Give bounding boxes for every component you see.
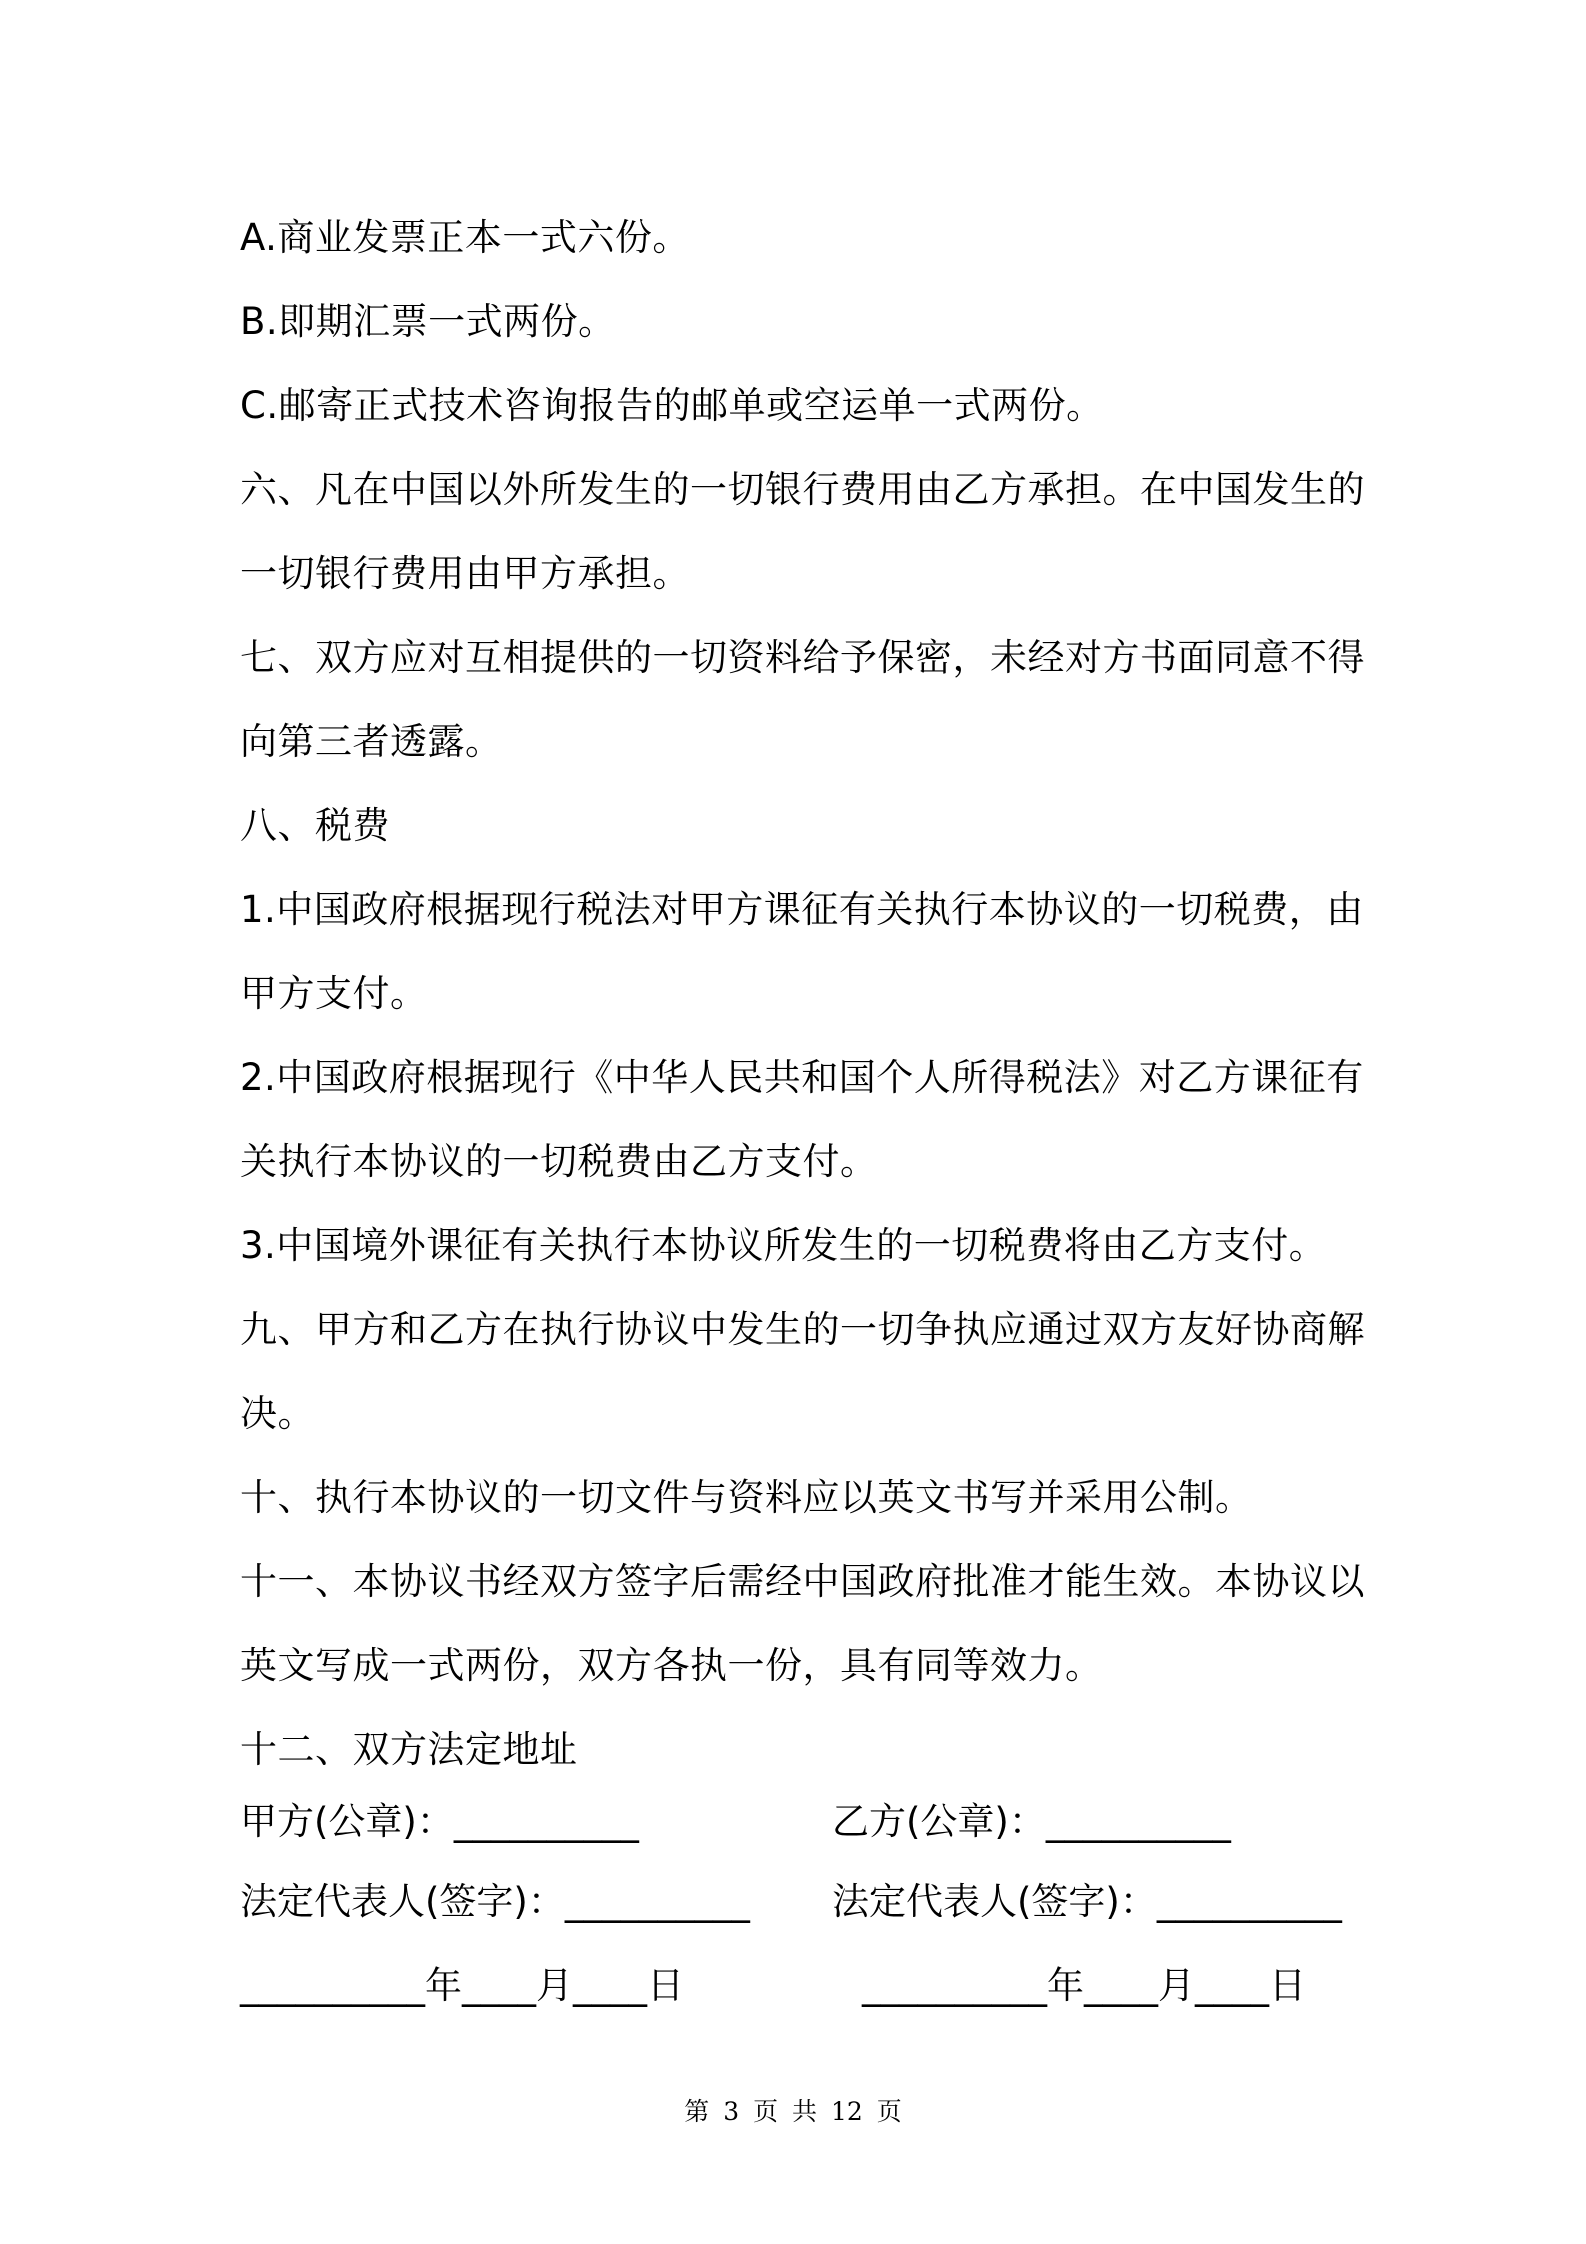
text-line-7: 向第三者透露。 — [240, 720, 503, 763]
party-b-seal-field: 乙方(公章)：__________ — [832, 1800, 1231, 1843]
document-body — [240, 196, 1365, 1792]
text-line-10: 甲方支付。 — [240, 972, 428, 1015]
text-line-1: A.商业发票正本一式六份。 — [240, 216, 690, 259]
signature-row-seal — [240, 1782, 1370, 1862]
text-line-13: 3.中国境外课征有关执行本协议所发生的一切税费将由乙方支付。 — [240, 1224, 1327, 1267]
party-a-date-field: __________年____月____日 — [240, 1964, 684, 2007]
text-line-18: 英文写成一式两份，双方各执一份，具有同等效力。 — [240, 1644, 1103, 1687]
text-line-14: 九、甲方和乙方在执行协议中发生的一切争执应通过双方友好协商解 — [240, 1308, 1365, 1351]
text-line-2: B.即期汇票一式两份。 — [240, 300, 616, 343]
party-a-representative-field: 法定代表人(签字)：__________ — [240, 1880, 750, 1923]
signature-row-date — [240, 1946, 1370, 2026]
signature-row-representative — [240, 1862, 1370, 1942]
party-b-date-field: __________年____月____日 — [862, 1964, 1306, 2007]
party-a-seal-field: 甲方(公章)：__________ — [240, 1800, 639, 1843]
party-b-representative-field: 法定代表人(签字)：__________ — [832, 1880, 1342, 1923]
text-line-4: 六、凡在中国以外所发生的一切银行费用由乙方承担。在中国发生的 — [240, 468, 1365, 511]
section-heading-addresses: 十二、双方法定地址 — [240, 1728, 578, 1771]
page-number-footer: 第 3 页 共 12 页 — [684, 2097, 902, 2126]
text-line-6: 七、双方应对互相提供的一切资料给予保密，未经对方书面同意不得 — [240, 636, 1365, 679]
text-line-3: C.邮寄正式技术咨询报告的邮单或空运单一式两份。 — [240, 384, 1104, 427]
text-line-15: 决。 — [240, 1392, 315, 1435]
text-line-17: 十一、本协议书经双方签字后需经中国政府批准才能生效。本协议以 — [240, 1560, 1365, 1603]
text-line-5: 一切银行费用由甲方承担。 — [240, 552, 690, 595]
text-line-16: 十、执行本协议的一切文件与资料应以英文书写并采用公制。 — [240, 1476, 1253, 1519]
text-line-11: 2.中国政府根据现行《中华人民共和国个人所得税法》对乙方课征有 — [240, 1056, 1364, 1099]
section-heading-taxes: 八、税费 — [240, 804, 390, 847]
text-line-9: 1.中国政府根据现行税法对甲方课征有关执行本协议的一切税费，由 — [240, 888, 1364, 931]
text-line-12: 关执行本协议的一切税费由乙方支付。 — [240, 1140, 878, 1183]
